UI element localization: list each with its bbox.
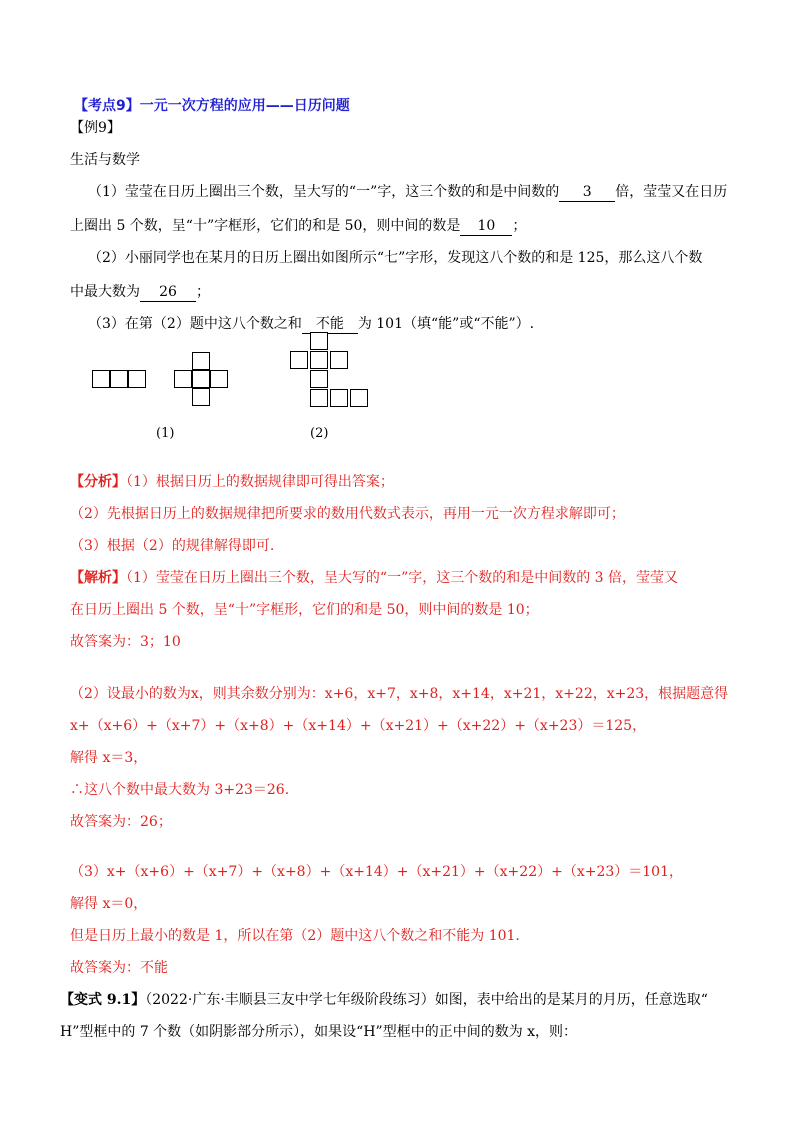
fig1-row-cell-1 <box>92 370 110 388</box>
solution-title: 【解析】 <box>70 570 126 586</box>
fig1-cross-cell-bottom <box>192 388 210 406</box>
figure-2-label: (2) <box>310 426 329 441</box>
solution-2-intro: （2）设最小的数为x，则其余数分别为：x+6，x+7，x+8，x+14，x+21，x+22，x+23，根据题意得 <box>70 686 729 702</box>
answer-blank-2: 10 <box>460 217 512 236</box>
fig2-cell-6 <box>310 389 328 407</box>
problem-1-text-c: 上圈出 5 个数，呈“十”字框形，它们的和是 50，则中间的数是 <box>70 218 461 234</box>
solution-2-therefore: ∴这八个数中最大数为 3+23＝26. <box>70 782 290 798</box>
problem-1-text-d: ； <box>512 218 527 234</box>
fig1-row-cell-2 <box>110 370 128 388</box>
problem-3-line <box>88 314 534 334</box>
variant-line-1 <box>60 990 708 1010</box>
analysis-line-3: （3）根据（2）的规律解得即可. <box>70 538 275 554</box>
fig1-row-cell-3 <box>128 370 146 388</box>
kaodian-heading: 【考点9】一元一次方程的应用——日历问题 <box>74 98 350 114</box>
answer-blank-3: 26 <box>140 283 196 302</box>
solution-3-solve: 解得 x＝0， <box>70 896 148 912</box>
problem-2-line-2 <box>70 282 210 302</box>
fig2-cell-8 <box>350 389 368 407</box>
answer-blank-1: 3 <box>559 183 615 202</box>
solution-2-equation: x+（x+6）+（x+7）+（x+8）+（x+14）+（x+21）+（x+22）+（x+23）＝125， <box>70 718 647 734</box>
problem-1-text-a: （1）莹莹在日历上圈出三个数，呈大写的“一”字，这三个数的和是中间数的 <box>88 184 560 200</box>
example-label: 【例9】 <box>70 120 121 136</box>
problem-2-line-1: （2）小丽同学也在某月的日历上圈出如图所示“七”字形，发现这八个数的和是 125，那么这八个数 <box>88 250 703 266</box>
fig2-cell-3 <box>310 351 328 369</box>
fig1-cross-cell-right <box>210 370 228 388</box>
fig2-cell-2 <box>290 351 308 369</box>
solution-line-1 <box>70 568 678 588</box>
problem-1-line-2 <box>70 216 526 236</box>
analysis-title: 【分析】 <box>70 474 126 490</box>
answer-blank-4: 不能 <box>302 315 358 334</box>
fig1-cross-cell-top <box>192 352 210 370</box>
variant-line-2: H”型框中的 7 个数（如阴影部分所示），如果设“H”型框中的正中间的数为 x，则： <box>60 1024 578 1040</box>
problem-3-text-b: 为 101（填“能”或“不能”）. <box>357 316 535 332</box>
fig1-cross-cell-center <box>192 370 210 388</box>
figure-1-label: (1) <box>156 426 175 441</box>
solution-3-conclusion: 但是日历上最小的数是 1，所以在第（2）题中这八个数之和不能为 101. <box>70 928 520 944</box>
fig2-cell-1 <box>310 332 328 350</box>
fig1-cross-cell-left <box>174 370 192 388</box>
problem-1-text-b: 倍，莹莹又在日历 <box>615 184 728 200</box>
analysis-line-1 <box>70 472 394 492</box>
fig2-cell-7 <box>330 389 348 407</box>
problem-intro: 生活与数学 <box>70 152 140 168</box>
fig2-cell-5 <box>310 370 328 388</box>
solution-3-equation: （3）x+（x+6）+（x+7）+（x+8）+（x+14）+（x+21）+（x+22）+（x+23）＝101， <box>70 864 683 880</box>
solution-text-1a: （1）莹莹在日历上圈出三个数，呈大写的“一”字，这三个数的和是中间数的 3 倍，莹莹又 <box>126 570 679 586</box>
solution-line-2: 在日历上圈出 5 个数，呈“十”字框形，它们的和是 50，则中间的数是 10； <box>70 602 539 618</box>
analysis-text-1: （1）根据日历上的数据规律即可得出答案； <box>126 474 394 490</box>
variant-label: 【变式 9.1】 <box>60 992 146 1008</box>
solution-2-solve: 解得 x＝3， <box>70 750 148 766</box>
problem-1-line-1 <box>88 182 727 202</box>
solution-answer-3: 故答案为：不能 <box>70 960 168 976</box>
solution-answer-1: 故答案为：3；10 <box>70 634 181 650</box>
fig2-cell-4 <box>330 351 348 369</box>
solution-answer-2: 故答案为：26； <box>70 814 172 830</box>
analysis-line-2: （2）先根据日历上的数据规律把所要求的数用代数式表示，再用一元一次方程求解即可； <box>70 506 625 522</box>
variant-text-1: （2022·广东·丰顺县三友中学七年级阶段练习）如图，表中给出的是某月的月历，任意选取“ <box>145 992 708 1008</box>
problem-2-text-b: 中最大数为 <box>70 284 140 300</box>
problem-2-text-c: ； <box>196 284 210 300</box>
problem-3-text-a: （3）在第（2）题中这八个数之和 <box>88 316 302 332</box>
